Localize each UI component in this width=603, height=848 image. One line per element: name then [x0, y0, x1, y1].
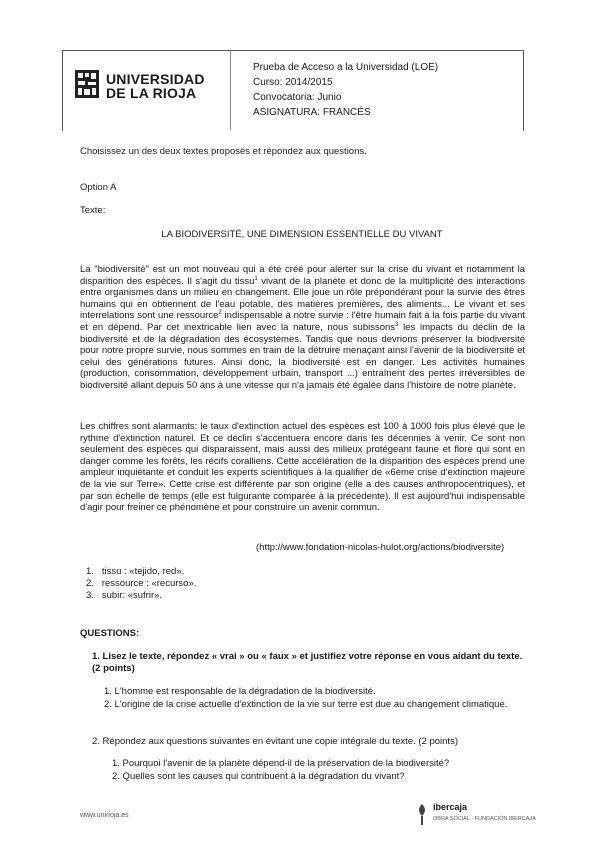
glossary-list	[86, 566, 196, 602]
footnote-ref-3: 3	[395, 321, 399, 328]
glossary-item: 1. tissu : «tejido, red».	[86, 566, 185, 577]
exam-course: Curso: 2014/2015	[253, 77, 333, 88]
university-logo-icon	[75, 70, 99, 98]
header-divider	[230, 50, 231, 130]
texte-label: Texte:	[80, 205, 106, 216]
questions-heading: QUESTIONS:	[80, 628, 140, 639]
footnote-ref-2: 2	[218, 310, 222, 317]
para1-part3: indispensable à notre survie : l'être humain fait à la fois partie du vivant et en dépend. Par cet inextricable lien avec la nature, nous subissons	[80, 310, 526, 333]
university-name	[106, 72, 205, 100]
glossary-item: 3. subir: «sufrir».	[86, 590, 163, 601]
sponsor-subtitle: OBRA SOCIAL · FUNDACIÓN IBERCAJA	[433, 816, 536, 822]
question-2-item-1: 1. Pourquoi l'avenir de la planète dépend-il de la préservation de la biodiversité?	[112, 758, 450, 769]
paragraph-1	[80, 264, 525, 392]
exam-info	[253, 60, 438, 120]
para1-part2: vivant de la planète et donc de la multiplicité des interactions entre organismes dans un milieu en changement. Elle joue un rôle prépondérant pour la survie des êtres humains qui en obtiennent de l'eau potable, des matières premières, des aliments... Le vivant et ses interrelations sont une ressource	[80, 275, 525, 322]
ibercaja-mark-icon	[415, 802, 429, 826]
para1-part4: les impacts du déclin de la biodiversité et de la dégradation des écosystèmes. Tandis que nous devrions préserver la biodiversité pour notre propre survie, nous sommes en train de la détruire menaçant ainsi l'avenir de la biodiversité et celui des générations futures. Ainsi donc, la biodiversité est en danger. Les activités humaines (production, consommation, développement urbain, transport ...) entraînent des pertes irréversibles de biodiversité allant depuis 50 ans à une vitesse qui n'a jamais été égalée dans l'histoire de notre planète.	[80, 321, 525, 391]
footer-url: www.unirioja.es	[80, 812, 129, 819]
sponsor-name: ibercaja	[433, 802, 468, 812]
para1-part1: La "biodiversité" est un mot nouveau qui a été créé pour alerter sur la crise du vivant et notamment la disparition des espèces. Il s'agit du tissu	[80, 264, 525, 287]
paragraph-2: Les chiffres sont alarmants: le taux d'extinction actuel des espèces est 100 à 1000 fois plus élevé que le rythme d'extinction naturel. Et ce déclin s'accentuera encore dans les décennies à venir. Ce sont non seulement des espèces qui disparaissent, mais aussi des milieux protégeant faune et flore qui sont en danger comme les forêts, les récifs coralliens. Cette accélération de la disparition des espèces prend une ampleur inquiétante et conduit les experts scientifiques à la qualifier de «6ème crise d'extinction majeure de la vie sur Terre». Cette crise est différente par son origine (elle a des causes anthropocentriques), et par son échelle de temps (elle est fulgurante comparée à la précédente). Il est aujourd'hui indispensable d'agir pour freiner ce phénomène et pour construire un avenir commun.	[80, 421, 525, 514]
exam-name: Prueba de Acceso a la Universidad (LOE)	[253, 62, 439, 73]
text-title: LA BIODIVERSITÉ, UNE DIMENSION ESSENTIELLE DU VIVANT	[161, 229, 443, 240]
sponsor-logo	[415, 800, 536, 830]
university-line2: DE LA RIOJA	[106, 85, 197, 101]
question-1-item-2: 2. L'origine de la crise actuelle d'extinction de la vie sur terre est due au changement climatique.	[104, 699, 508, 710]
footnote-ref-1: 1	[254, 275, 258, 282]
question-1: 1. Lisez le texte, répondez « vrai » ou « faux » et justifiez votre réponse en vous aidant du texte. (2 points)	[92, 651, 523, 674]
question-2: 2. Répondez aux questions suivantes en évitant une copie intégrale du texte. (2 points)	[92, 736, 458, 747]
exam-call: Convocatoria: Junio	[253, 92, 342, 103]
question-2-item-2: 2. Quelles sont les causes qui contribuent à la dégradation du vivant?	[112, 771, 405, 782]
university-line1: UNIVERSIDAD	[106, 71, 205, 87]
option-label: Option A	[80, 182, 117, 193]
source-citation: (http://www.fondation-nicolas-hulot.org/actions/biodiversite)	[256, 542, 505, 553]
exam-subject: ASIGNATURA: FRANCÉS	[253, 107, 371, 118]
glossary-item: 2. ressource : «recurso».	[86, 578, 197, 589]
instructions: Choisissez un des deux textes proposés et répondez aux questions.	[80, 146, 367, 157]
question-1-item-1: 1. L'homme est responsable de la dégradation de la biodiversité.	[104, 686, 376, 697]
